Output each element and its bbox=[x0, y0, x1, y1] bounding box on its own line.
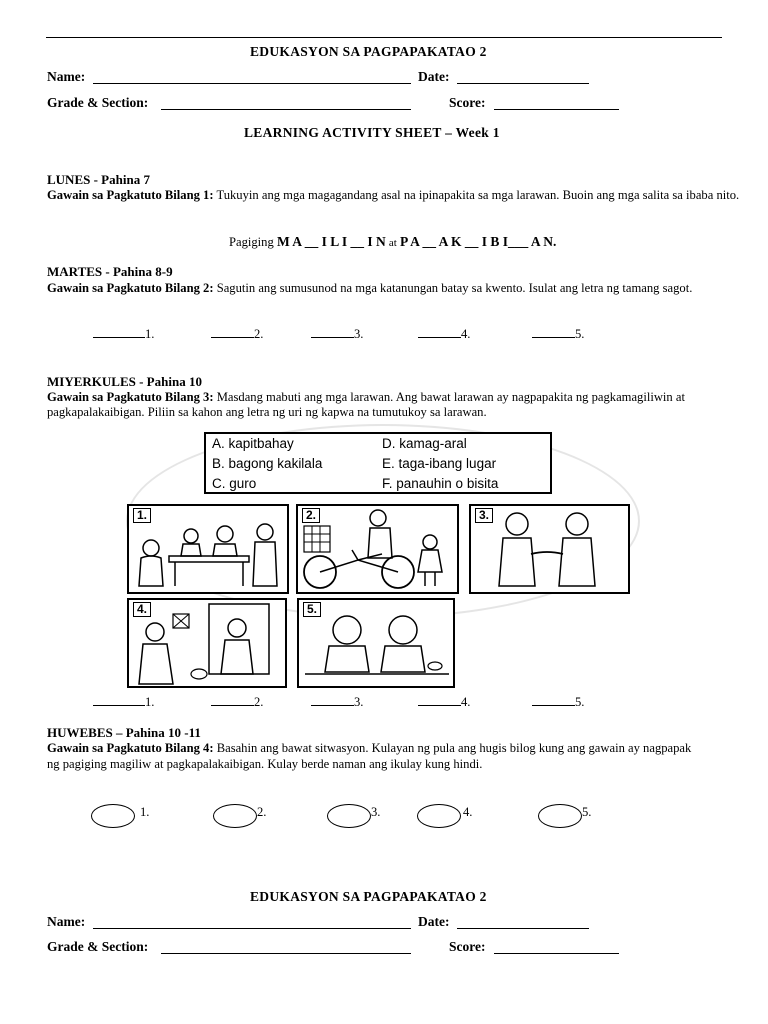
choice-d: D. kamag-aral bbox=[382, 436, 467, 451]
top-rule bbox=[46, 37, 722, 38]
martes-heading: MARTES - Pahina 8-9 bbox=[47, 264, 173, 279]
name-label: Name: bbox=[47, 69, 86, 84]
answer-circle-1[interactable] bbox=[91, 804, 135, 828]
answer-blank[interactable] bbox=[418, 336, 461, 338]
grade-section-field-2[interactable] bbox=[161, 953, 411, 954]
grade-section-label-2: Grade & Section: bbox=[47, 939, 149, 954]
choice-e: E. taga-ibang lugar bbox=[382, 456, 497, 471]
answer-number: 5. bbox=[575, 695, 585, 709]
answer-number: 3. bbox=[354, 695, 364, 709]
answer-number: 1. bbox=[145, 327, 155, 341]
huwebes-instruction-text-1: Basahin ang bawat sitwasyon. Kulayan ng pula ang hugis bilog kung ang gawain ay nagpapak bbox=[216, 741, 692, 755]
martes-activity-label: Gawain sa Pagkatuto Bilang 2: bbox=[47, 281, 214, 295]
lunes-puzzle bbox=[229, 234, 556, 250]
huwebes-instruction-line-1 bbox=[47, 741, 768, 756]
answer-blank[interactable] bbox=[311, 336, 354, 338]
miyerkules-instruction-text: Masdang mabuti ang mga larawan. Ang bawat larawan ay nagpapakita ng pagkamagiliwin at pagkapalakaibigan. Piliin sa kahon ang letra ng uri ng kapwa na tumutukoy sa larawan. bbox=[47, 390, 685, 419]
answer-number: 2. bbox=[254, 327, 264, 341]
answer-blank[interactable] bbox=[532, 704, 575, 706]
answer-number: 4. bbox=[461, 695, 471, 709]
lunes-activity-label: Gawain sa Pagkatuto Bilang 1: bbox=[47, 188, 214, 202]
subject-title: EDUKASYON SA PAGPAPAKATAO 2 bbox=[250, 44, 487, 59]
date-field[interactable] bbox=[457, 83, 589, 84]
martes-instruction-text: Sagutin ang sumusunod na mga katanungan batay sa kwento. Isulat ang letra ng tamang sagot. bbox=[216, 281, 693, 295]
picture-number: 3. bbox=[475, 508, 493, 523]
huwebes-heading: HUWEBES – Pahina 10 -11 bbox=[47, 725, 201, 740]
puzzle-word-2: P A __ A K __ I B I___ A N. bbox=[399, 234, 557, 249]
choice-c: C. guro bbox=[212, 476, 257, 491]
huwebes-answer-number-2: 2. bbox=[257, 805, 267, 819]
answer-number: 1. bbox=[145, 695, 155, 709]
name-field[interactable] bbox=[93, 83, 411, 84]
choices-box bbox=[204, 432, 552, 494]
picture-number: 2. bbox=[302, 508, 320, 523]
picture-number: 1. bbox=[133, 508, 151, 523]
score-label-2: Score: bbox=[449, 939, 486, 954]
answer-blank[interactable] bbox=[211, 704, 254, 706]
answer-blank[interactable] bbox=[211, 336, 254, 338]
score-field-2[interactable] bbox=[494, 953, 619, 954]
score-field[interactable] bbox=[494, 109, 619, 110]
huwebes-answer-number-3: 3. bbox=[371, 805, 381, 819]
choice-b: B. bagong kakilala bbox=[212, 456, 323, 471]
answer-circle-5[interactable] bbox=[538, 804, 582, 828]
answer-number: 5. bbox=[575, 327, 585, 341]
picture-number: 4. bbox=[133, 602, 151, 617]
miyerkules-instruction bbox=[47, 390, 697, 420]
picture-number: 5. bbox=[303, 602, 321, 617]
date-field-2[interactable] bbox=[457, 928, 589, 929]
grade-section-label: Grade & Section: bbox=[47, 95, 149, 110]
miyerkules-answer-3[interactable] bbox=[311, 695, 363, 710]
choice-f: F. panauhin o bisita bbox=[382, 476, 499, 491]
family-illustration bbox=[129, 506, 287, 592]
answer-blank[interactable] bbox=[93, 704, 145, 706]
subject-title-2: EDUKASYON SA PAGPAPAKATAO 2 bbox=[250, 889, 487, 904]
huwebes-answer-number-5: 5. bbox=[582, 805, 592, 819]
handshake-illustration bbox=[471, 506, 628, 592]
martes-answer-4[interactable] bbox=[418, 327, 470, 342]
miyerkules-answer-4[interactable] bbox=[418, 695, 470, 710]
picture-5 bbox=[297, 598, 455, 688]
answer-blank[interactable] bbox=[418, 704, 461, 706]
martes-instruction bbox=[47, 281, 747, 296]
visitor-illustration bbox=[129, 600, 285, 686]
lunes-instruction-text: Tukuyin ang mga magagandang asal na ipinapakita sa mga larawan. Buoin ang mga salita sa ibaba nito. bbox=[216, 188, 740, 202]
huwebes-answer-number-1: 1. bbox=[140, 805, 150, 819]
answer-blank[interactable] bbox=[93, 336, 145, 338]
answer-blank[interactable] bbox=[532, 336, 575, 338]
answer-number: 2. bbox=[254, 695, 264, 709]
puzzle-prefix: Pagiging bbox=[229, 235, 274, 249]
picture-2 bbox=[296, 504, 459, 594]
picture-1 bbox=[127, 504, 289, 594]
miyerkules-answer-1[interactable] bbox=[93, 695, 154, 710]
lunes-instruction bbox=[47, 188, 767, 203]
martes-answer-1[interactable] bbox=[93, 327, 154, 342]
name-label-2: Name: bbox=[47, 914, 86, 929]
name-field-2[interactable] bbox=[93, 928, 411, 929]
miyerkules-answer-2[interactable] bbox=[211, 695, 263, 710]
drawing-children-illustration bbox=[299, 600, 453, 686]
huwebes-instruction-line-2: ng pagiging magiliw at pagkapalakaibigan. Kulay berde naman ang ikulay kung hindi. bbox=[47, 757, 483, 771]
date-label-2: Date: bbox=[418, 914, 450, 929]
martes-answer-3[interactable] bbox=[311, 327, 363, 342]
miyerkules-heading: MIYERKULES - Pahina 10 bbox=[47, 374, 202, 389]
huwebes-activity-label: Gawain sa Pagkatuto Bilang 4: bbox=[47, 741, 214, 755]
answer-circle-2[interactable] bbox=[213, 804, 257, 828]
martes-answer-2[interactable] bbox=[211, 327, 263, 342]
choice-a: A. kapitbahay bbox=[212, 436, 294, 451]
score-label: Score: bbox=[449, 95, 486, 110]
martes-answer-5[interactable] bbox=[532, 327, 584, 342]
grade-section-field[interactable] bbox=[161, 109, 411, 110]
miyerkules-activity-label: Gawain sa Pagkatuto Bilang 3: bbox=[47, 390, 214, 404]
picture-3 bbox=[469, 504, 630, 594]
answer-circle-3[interactable] bbox=[327, 804, 371, 828]
answer-circle-4[interactable] bbox=[417, 804, 461, 828]
sheet-title: LEARNING ACTIVITY SHEET – Week 1 bbox=[244, 125, 500, 140]
picture-4 bbox=[127, 598, 287, 688]
answer-number: 4. bbox=[461, 327, 471, 341]
lunes-heading: LUNES - Pahina 7 bbox=[47, 172, 150, 187]
miyerkules-answer-5[interactable] bbox=[532, 695, 584, 710]
answer-number: 3. bbox=[354, 327, 364, 341]
date-label: Date: bbox=[418, 69, 450, 84]
puzzle-at: at bbox=[388, 237, 397, 249]
huwebes-answer-number-4: 4. bbox=[463, 805, 473, 819]
answer-blank[interactable] bbox=[311, 704, 354, 706]
bicycle-illustration bbox=[298, 506, 457, 592]
puzzle-word-1: M A __ I L I __ I N bbox=[276, 234, 386, 249]
